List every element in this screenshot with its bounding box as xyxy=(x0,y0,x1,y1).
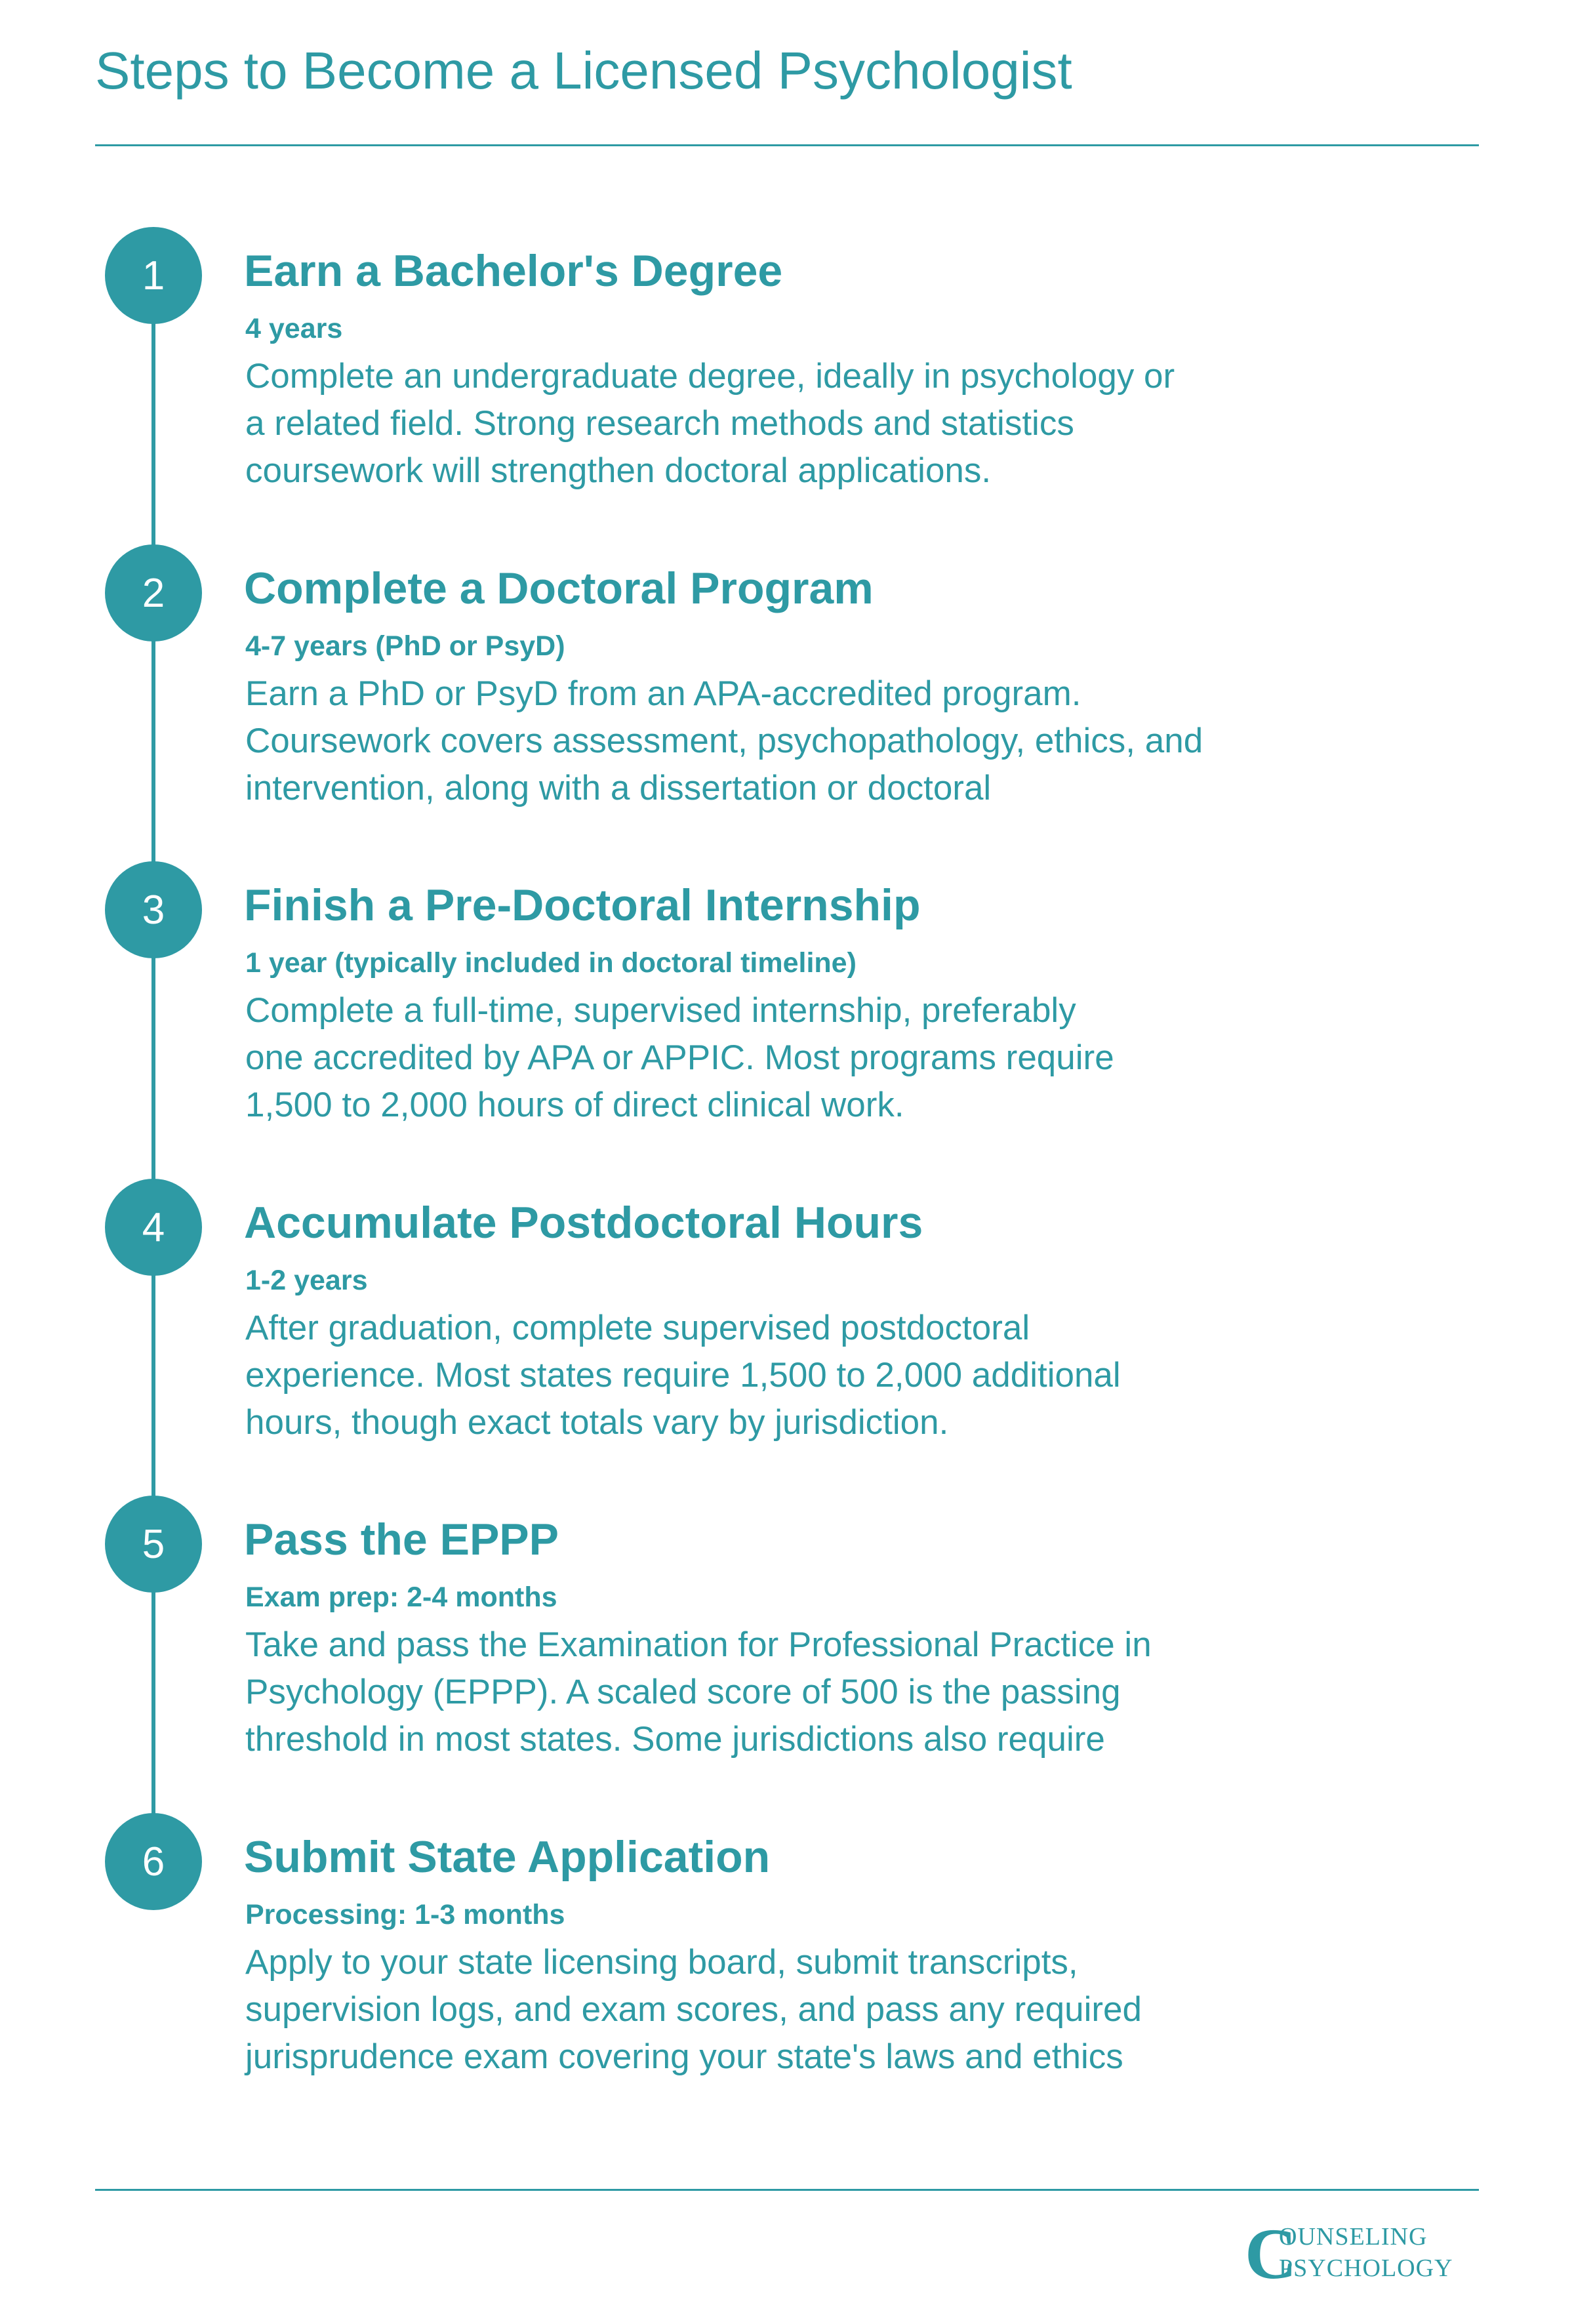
step-description-line: jurisprudence exam covering your state's laws and ethics xyxy=(245,2037,1123,2076)
step-description xyxy=(245,1939,1360,2081)
step-description xyxy=(245,670,1360,812)
step-description-line: Apply to your state licensing board, submit transcripts, xyxy=(245,1943,1078,1982)
step-description-line: supervision logs, and exam scores, and pass any required xyxy=(245,1990,1142,2029)
step-description-line: a related field. Strong research methods and statistics xyxy=(245,404,1074,443)
step-title: Accumulate Postdoctoral Hours xyxy=(244,1198,923,1248)
step-description xyxy=(245,1621,1360,1763)
step-number-badge: 1 xyxy=(105,227,202,324)
step-description-line: intervention, along with a dissertation or doctoral xyxy=(245,769,992,807)
step-title: Pass the EPPP xyxy=(244,1515,559,1564)
logo-line-1: OUNSELING xyxy=(1279,2223,1428,2251)
step-duration: 4-7 years (PhD or PsyD) xyxy=(245,630,565,662)
step-number-badge: 4 xyxy=(105,1179,202,1276)
step-description-line: Coursework covers assessment, psychopathology, ethics, and xyxy=(245,722,1203,760)
step-title: Submit State Application xyxy=(244,1832,771,1882)
step-number-badge: 3 xyxy=(105,861,202,958)
step-description-line: 1,500 to 2,000 hours of direct clinical work. xyxy=(245,1086,904,1124)
step-description-line: Psychology (EPPP). A scaled score of 500 is the passing xyxy=(245,1673,1121,1711)
step-description xyxy=(245,1305,1360,1446)
logo-initial: C xyxy=(1245,2214,1297,2294)
step-number-badge: 6 xyxy=(105,1813,202,1910)
counseling-psychology-logo xyxy=(1245,2215,1481,2294)
step-duration: 4 years xyxy=(245,313,343,344)
step-description xyxy=(245,987,1360,1129)
step-title: Finish a Pre-Doctoral Internship xyxy=(244,880,921,930)
timeline-line xyxy=(151,275,155,1863)
step-duration: Processing: 1-3 months xyxy=(245,1899,565,1930)
step-duration: 1 year (typically included in doctoral timeline) xyxy=(245,947,857,979)
step-description xyxy=(245,353,1360,495)
step-description-line: Earn a PhD or PsyD from an APA-accredited program. xyxy=(245,674,1081,713)
step-description-line: hours, though exact totals vary by jurisdiction. xyxy=(245,1403,949,1442)
bottom-divider xyxy=(95,2189,1479,2191)
logo-line-2: PSYCHOLOGY xyxy=(1279,2254,1453,2282)
step-title: Earn a Bachelor's Degree xyxy=(244,246,783,296)
step-duration: Exam prep: 2-4 months xyxy=(245,1581,557,1613)
step-description-line: Take and pass the Examination for Professional Practice in xyxy=(245,1625,1152,1664)
step-duration: 1-2 years xyxy=(245,1265,368,1296)
page-title: Steps to Become a Licensed Psychologist xyxy=(95,41,1072,100)
step-title: Complete a Doctoral Program xyxy=(244,563,874,613)
step-description-line: Complete an undergraduate degree, ideally in psychology or xyxy=(245,357,1175,396)
step-description-line: one accredited by APA or APPIC. Most programs require xyxy=(245,1038,1114,1077)
step-description-line: Complete a full-time, supervised internship, preferably xyxy=(245,991,1076,1030)
step-number-badge: 2 xyxy=(105,544,202,642)
top-divider xyxy=(95,144,1479,146)
step-number-badge: 5 xyxy=(105,1496,202,1593)
step-description-line: threshold in most states. Some jurisdictions also require xyxy=(245,1720,1105,1759)
step-description-line: experience. Most states require 1,500 to 2,000 additional xyxy=(245,1356,1121,1395)
step-description-line: After graduation, complete supervised postdoctoral xyxy=(245,1309,1030,1347)
step-description-line: coursework will strengthen doctoral applications. xyxy=(245,451,992,490)
